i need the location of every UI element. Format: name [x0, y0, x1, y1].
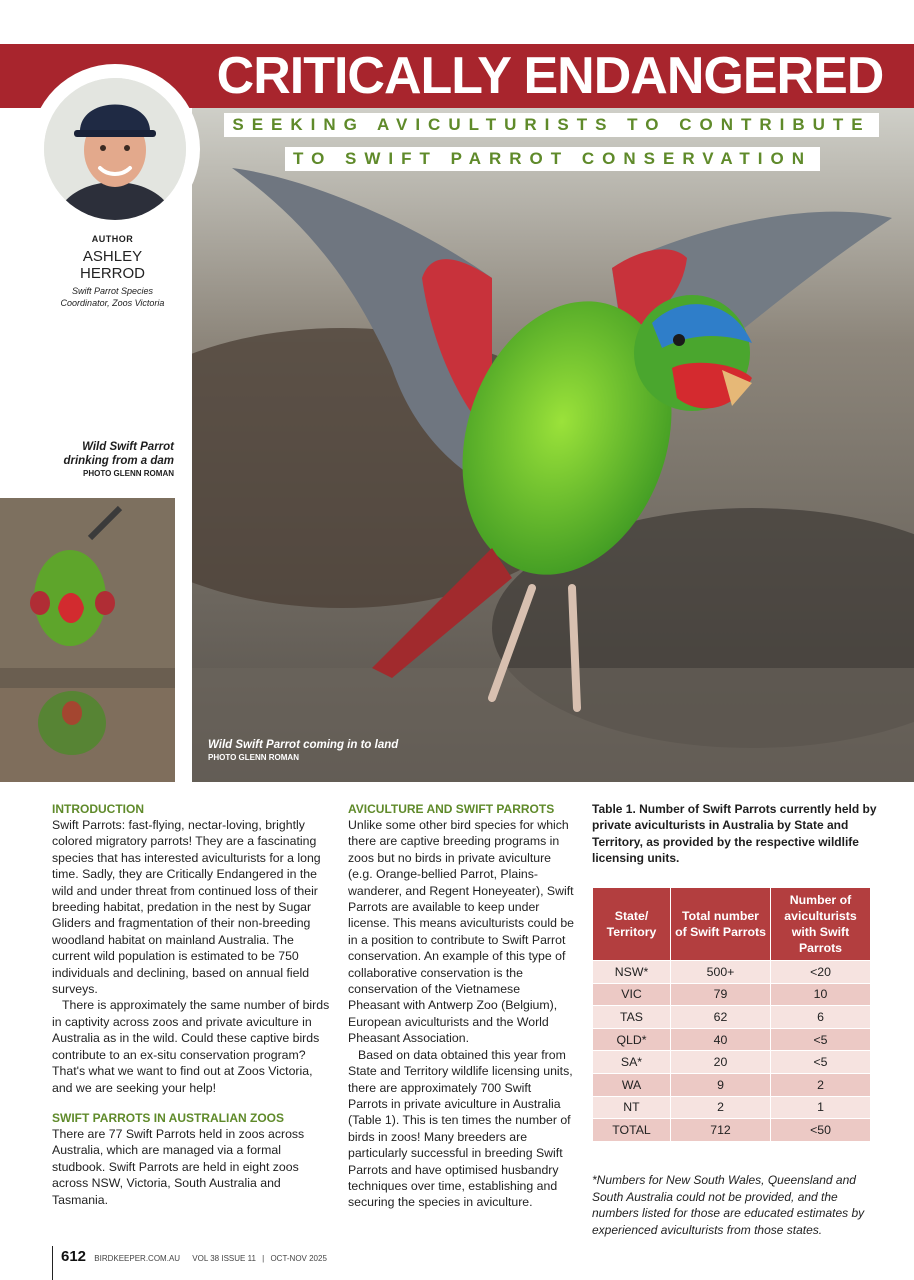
table-cell: 79: [671, 983, 771, 1006]
small-caption-line-1: Wild Swift Parrot: [82, 441, 174, 453]
intro-paragraph-2: There is approximately the same number of birds in captivity across zoos and private aviculture in Australia as in the wild. Could these captive birds contribute to an ex-situ conservation program? That's what we want to find out at Zoos Victoria, and we are seeking your help!: [52, 998, 330, 1095]
section-heading-introduction: INTRODUCTION: [52, 802, 144, 816]
table-cell: 40: [671, 1028, 771, 1051]
footer-divider: [52, 1246, 53, 1280]
table-cell: 20: [671, 1051, 771, 1074]
hero-caption-text: Wild Swift Parrot coming in to land: [208, 739, 399, 751]
table-cell: VIC: [593, 983, 671, 1006]
intro-paragraph-1: Swift Parrots: fast-flying, nectar-loving, brightly colored migratory parrots! They are a fascinating species that has interested aviculturists for a long time. Sadly, they are Critically Endangered in the wild and under threat from continued loss of their breeding habitat, predation in the nest by Sugar Gliders and fragmentation of their non-breeding woodland habitat on mainland Australia. The current wild population is estimated to be 750 individuals and declining, based on annual field surveys.: [52, 818, 321, 997]
table-cell: 500+: [671, 961, 771, 984]
table-row: [593, 961, 871, 984]
table-cell: <20: [771, 961, 871, 984]
small-photo-credit: PHOTO GLENN ROMAN: [83, 469, 174, 478]
subtitle-line-1: SEEKING AVICULTURISTS TO CONTRIBUTE: [224, 113, 879, 137]
table-row: [593, 1096, 871, 1119]
author-role: [40, 285, 185, 309]
table-cell: WA: [593, 1073, 671, 1096]
footer-date: OCT-NOV 2025: [270, 1254, 327, 1263]
page-number: 612: [61, 1248, 87, 1265]
table-row: [593, 1073, 871, 1096]
author-name-last: HERROD: [79, 265, 145, 282]
table-cell: 712: [671, 1119, 771, 1142]
table-cell: 1: [771, 1096, 871, 1119]
swift-parrot-table: [592, 887, 871, 1142]
aviculture-paragraph-2: Based on data obtained this year from State and Territory wildlife licensing units, there are approximately 700 Swift Parrots in private aviculture in Australia (Table 1). This is ten times the number of birds in zoos! Many breeders are particularly successful in breeding Swift Parrots and have optimised husbandry techniques over time, establishing and securing the species in aviculture.: [348, 1047, 573, 1210]
parrot-landing-illustration: [192, 108, 914, 782]
table-header-state: State/ Territory: [593, 888, 671, 961]
table-cell: <5: [771, 1028, 871, 1051]
table-cell: TOTAL: [593, 1119, 671, 1142]
hero-photo-credit: PHOTO GLENN ROMAN: [208, 753, 299, 762]
table-cell: <5: [771, 1051, 871, 1074]
subtitle-line-2: TO SWIFT PARROT CONSERVATION: [285, 147, 820, 171]
section-heading-aviculture: AVICULTURE AND SWIFT PARROTS: [348, 802, 555, 816]
table-cell: 2: [771, 1073, 871, 1096]
table-cell: 10: [771, 983, 871, 1006]
table-row: [593, 1028, 871, 1051]
table-row: [593, 1051, 871, 1074]
table-cell: SA*: [593, 1051, 671, 1074]
page-title: CRITICALLY ENDANGERED: [216, 47, 884, 105]
small-caption-line-2: drinking from a dam: [63, 455, 174, 467]
table-cell: TAS: [593, 1006, 671, 1029]
table-row-total: [593, 1119, 871, 1142]
footer-separator: |: [262, 1254, 265, 1263]
column-left: [52, 801, 330, 1208]
table-cell: QLD*: [593, 1028, 671, 1051]
author-label: AUTHOR: [91, 234, 134, 244]
table-header-total: Total number of Swift Parrots: [671, 888, 771, 961]
zoos-paragraph-1: There are 77 Swift Parrots held in zoos across Australia, which are managed via a formal studbook. Swift Parrots are held in eight zoos across NSW, Victoria, South Australia and Tasmania.: [52, 1126, 305, 1207]
hero-photo-caption: [208, 739, 398, 762]
hero-photo-swift-parrot-landing: [192, 108, 914, 782]
table-cell: NSW*: [593, 961, 671, 984]
author-name-first: ASHLEY: [82, 248, 143, 265]
table-header-aviculturists: Number of aviculturists with Swift Parrots: [771, 888, 871, 961]
footer-site: BIRDKEEPER.COM.AU: [94, 1254, 181, 1263]
table-header-row: [593, 888, 871, 961]
small-photo-caption: [0, 440, 174, 478]
page-footer: [61, 1248, 327, 1265]
author-role-line-1: Swift Parrot Species: [71, 286, 154, 296]
author-photo: [44, 78, 186, 220]
table-cell: 6: [771, 1006, 871, 1029]
author-info: [40, 234, 185, 309]
table-cell: NT: [593, 1096, 671, 1119]
section-heading-zoos: SWIFT PARROTS IN AUSTRALIAN ZOOS: [52, 1110, 284, 1125]
aviculture-paragraph-1: Unlike some other bird species for which there are captive breeding programs in zoos but no birds in private aviculture (e.g. Orange-bellied Parrot, Plains-wanderer, and Regent Honeyeater), Swift Parrots are available to keep under license. This means aviculturists could be in a position to contribute to Swift Parrot conservation. An example of this type of collaborative conservation is the conservation of the Vietnamese Pheasant with Antwerp Zoo (Belgium), European aviculturists and the World Pheasant Association.: [348, 818, 575, 1046]
table-row: [593, 983, 871, 1006]
footer-issue: VOL 38 ISSUE 11: [192, 1254, 256, 1263]
parrot-drinking-illustration: [0, 498, 175, 782]
author-portrait-icon: [44, 78, 186, 220]
table-cell: 2: [671, 1096, 771, 1119]
small-photo-parrot-drinking: [0, 498, 175, 782]
table-cell: 62: [671, 1006, 771, 1029]
author-role-line-2: Coordinator, Zoos Victoria: [60, 298, 165, 308]
table-cell: <50: [771, 1119, 871, 1142]
table-footnote: *Numbers for New South Wales, Queensland and South Australia could not be provided, and the numbers listed for those are educated estimates by experienced aviculturists from those states.: [592, 1173, 865, 1237]
table-caption: Table 1. Number of Swift Parrots currently held by private aviculturists in Australia by State and Territory, as provided by the respective wildlife licensing units.: [592, 802, 877, 866]
table-cell: 9: [671, 1073, 771, 1096]
column-middle: [348, 801, 574, 1211]
table-row: [593, 1006, 871, 1029]
